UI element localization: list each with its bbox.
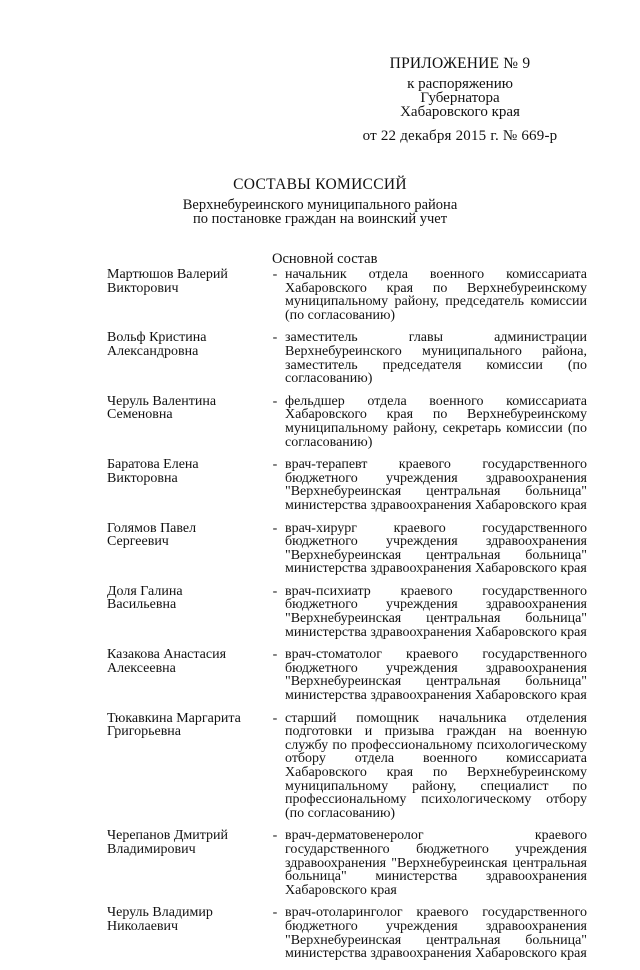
member-dash: - [272, 905, 278, 921]
member-dash: - [272, 710, 278, 726]
member-name: Казакова Анастасия Алексеевна [107, 647, 227, 676]
member-name: Черепанов Дмитрий Владимирович [107, 828, 229, 857]
member-name: Голямов Павел Сергеевич [107, 520, 197, 550]
member-row [107, 458, 587, 512]
member-role: врач-терапевт краевого государственного бюджетного учреждения здравоохранения "Верхнебуреинская центральная больница" министерства здравоохранения Хабаровского края [285, 457, 587, 513]
appendix-line-3: Хабаровского края [400, 104, 520, 120]
member-row [107, 648, 587, 702]
member-dash: - [272, 330, 278, 346]
appendix-line-2: Губернатора [420, 90, 500, 106]
member-role: врач-хирург краевого государственного бюджетного учреждения здравоохранения "Верхнебуреинская центральная больница" министерства здравоохранения Хабаровского края [285, 520, 587, 577]
member-role: фельдшер отдела военного комиссариата Хабаровского края по Верхнебуреинскому муниципальному району, секретарь комиссии (по согласованию) [285, 393, 587, 450]
document-subtitle-line-1: Верхнебуреинского муниципального района [182, 197, 458, 213]
document-title: СОСТАВЫ КОМИССИЙ [233, 176, 407, 193]
member-role: врач-отоларинголог краевого государственного бюджетного учреждения здравоохранения "Верхнебуреинская центральная больница" министерства здравоохранения Хабаровского края [285, 905, 587, 962]
member-row [107, 268, 587, 322]
member-role: врач-психиатр краевого государственного бюджетного учреждения здравоохранения "Верхнебуреинская центральная больница" министерства здравоохранения Хабаровского края [285, 583, 587, 640]
member-dash: - [272, 828, 278, 844]
member-name: Доля Галина Васильевна [107, 583, 183, 613]
member-row [107, 585, 587, 639]
member-dash: - [272, 647, 278, 663]
member-dash: - [272, 520, 278, 536]
member-name: Черуль Владимир Николаевич [107, 905, 213, 934]
member-row [107, 829, 587, 897]
member-row [107, 906, 587, 960]
member-role: врач-дерматовенеролог краевого государственного бюджетного учреждения здравоохранения "Верхнебуреинская центральная больница" министерства здравоохранения Хабаровского края [285, 828, 587, 898]
member-dash: - [272, 583, 278, 599]
member-role: старший помощник начальника отделения подготовки и призыва граждан на военную службу по профессиональному психологическому отбору отдела военного комиссариата Хабаровского края по Верхнебуреинскому муниципальному району, специалист по профессиональному психологическому отбору (по согласованию) [285, 710, 587, 821]
appendix-header [340, 57, 580, 143]
member-dash: - [272, 267, 278, 282]
section-title: Основной состав [272, 251, 378, 267]
appendix-line-1: к распоряжению [407, 76, 513, 92]
member-role: заместитель главы администрации Верхнебуреинского муниципального района, заместитель председателя комиссии (по согласованию) [285, 330, 587, 387]
member-name: Черуль Валентина Семеновна [107, 393, 217, 423]
document-subtitle [0, 198, 640, 226]
member-row [107, 712, 587, 821]
member-row [107, 395, 587, 449]
member-row [107, 522, 587, 576]
appendix-date: от 22 декабря 2015 г. № 669-р [362, 128, 558, 144]
members-list [107, 268, 587, 970]
document-subtitle-line-2: по постановке граждан на воинский учет [192, 211, 448, 227]
appendix-title: ПРИЛОЖЕНИЕ № 9 [389, 55, 531, 72]
member-dash: - [272, 457, 278, 473]
member-role: врач-стоматолог краевого государственного бюджетного учреждения здравоохранения "Верхнебуреинская центральная больница" министерства здравоохранения Хабаровского края [285, 647, 587, 704]
member-name: Тюкавкина Маргарита Григорьевна [107, 710, 241, 740]
member-row [107, 331, 587, 385]
member-name: Мартюшов Валерий Викторович [107, 267, 228, 296]
member-name: Баратова Елена Викторовна [107, 457, 199, 486]
member-name: Вольф Кристина Александровна [107, 330, 207, 359]
member-role: начальник отдела военного комиссариата Хабаровского края по Верхнебуреинскому муниципальному району, председатель комиссии (по согласованию) [285, 267, 587, 323]
member-dash: - [272, 393, 278, 409]
